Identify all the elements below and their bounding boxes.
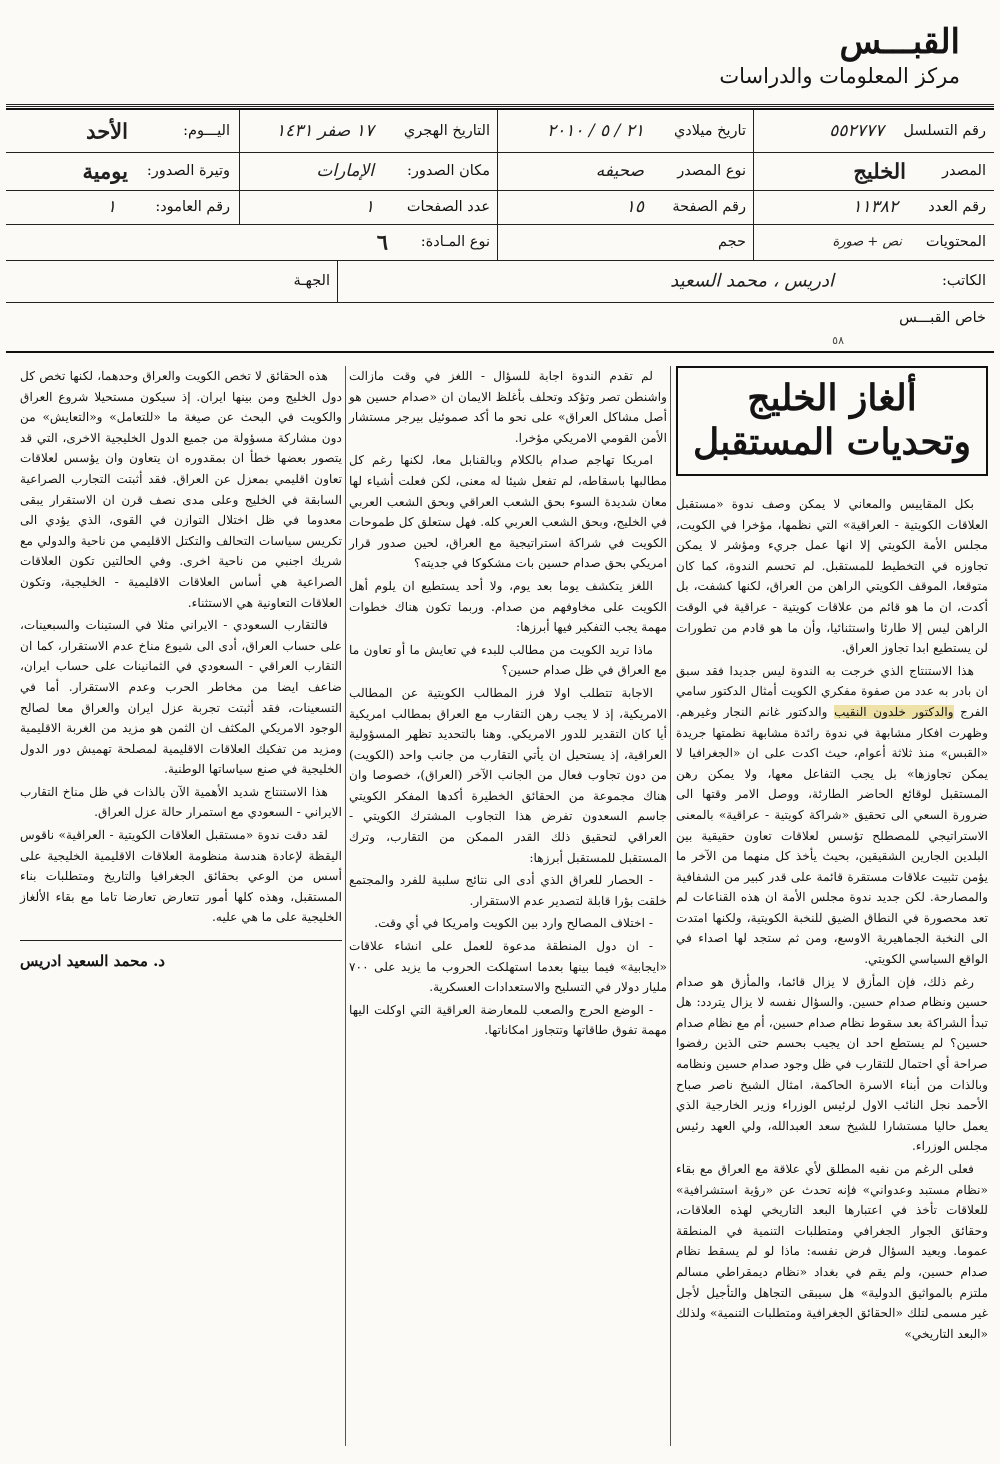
serial-value: ٥٥٢٧٧٧ bbox=[829, 121, 884, 141]
issue-label: رقم العدد bbox=[928, 199, 986, 215]
article-paragraph: - الحصار للعراق الذي أدى الى نتائج سلبية للفرد والمجتمع خلقت بؤرا قابلة لتصدير عدم الاستقرار. bbox=[349, 873, 667, 908]
article-title-box bbox=[676, 366, 988, 476]
column-3-body bbox=[20, 366, 342, 928]
article-paragraph: لم تقدم الندوة اجابة للسؤال - اللغز في وقت مازالت واشنطن تصر وتؤكد وتحلف بأغلظ الايمان ان «صدام حسين هو أصل مشاكل العراق» على نحو ما أكد صموئيل بيرجر مستشار الأمن القومي الامريكي مؤخرا. bbox=[349, 369, 667, 445]
page-number-value: ١٥ bbox=[625, 197, 644, 217]
column-2-body bbox=[349, 366, 667, 1041]
column-number-value: ١ bbox=[106, 197, 116, 217]
article-paragraph: فالتقارب السعودي - الايراني مثلا في الستينات والسبعينات، على حساب العراق، أدى الى شيوع مناخ عدم الاستقرار، كما ان التقارب العراقي - السعودي في الثمانينات على حساب ايران، ضاعف ايضا من مخاطر الحرب وعدم الاستقرار. أما في التسعينات، فقد أثبتت تجربة عزل ايران والعراق معا لصالح الوجود الامريكي المكثف ان الثمن هو مزيد من الغربة الاقليمية ومزيد من تفكيك العلاقات الاقليمية لمصلحة تهميش دور الدول الخليجية في صنع سياساتها الوطنية. bbox=[20, 618, 342, 777]
gregorian-label: تاريخ ميلادي bbox=[673, 123, 746, 139]
form-row-special bbox=[6, 302, 994, 351]
party-label: الجهـة bbox=[293, 273, 330, 289]
article-paragraph: هذا الاستنتاج الذي خرجت به الندوة ليس جديدا فقد سبق ان بادر به عدد من صفوة مفكري الكويت أمثال الدكتور سامي الفرج والدكتور خلدون النقيب والدكتور غانم النجار وغيرهم. وظهرت افكار مشابهة في ندوة رائدة مشابهة نظمتها جريدة «القبس» منذ ثلاثة أعوام، حيث اكدت على ان «الجغرافيا لا يمكن تجاوزها» بل يجب التفاعل معها، ولا يمكن رهن المستقبل لوقائع الحاضر الطارئة، ووصل الامر وقتها الى ضرورة السعي الى تحقيق «شراكة كويتية - عراقية» بالمعنى الاستراتيجي للمصطلح تؤسس لعلاقات تعاون حقيقية بين البلدين الجارين الشقيقين، بحيث يأخذ كل منهما من الآخر ما يؤمن تثبيت علاقات مستقرة قائمة على قدر كبير من الشفافية والمصارحة. لكن جديد ندوة مجلس الأمة ان هذه القناعات لم تعد محصورة في النطاق الضيق للنخبة الكويتية، ولكنها امتدت الى النخبة الجماهيرية الاوسع، ومن ثم ستجد لها اصداء في الواقع السياسي الكويتي. bbox=[676, 663, 989, 967]
size-label: حجم bbox=[718, 234, 746, 250]
letterhead-name: القبـــس bbox=[839, 22, 960, 62]
letterhead-subtitle: مركز المعلومات والدراسات bbox=[719, 64, 960, 88]
column-divider bbox=[670, 366, 671, 1446]
pages-count-cell bbox=[239, 190, 498, 224]
archive-metadata-form bbox=[6, 108, 994, 353]
frequency-cell bbox=[6, 152, 240, 190]
place-label: مكان الصدور: bbox=[407, 163, 490, 179]
content-value: نص + صورة bbox=[832, 234, 902, 250]
column-number-cell bbox=[6, 190, 240, 224]
article-column-1 bbox=[676, 366, 988, 1346]
article-paragraph: هذه الحقائق لا تخص الكويت والعراق وحدهما، لكنها تخص كل دول الخليج ومن بينها ايران. إذ سيكون مستحيلا شروع العراق والكويت في البحث عن صيغة ما «للتعامل» و«التعايش» من دون مشاركة مسؤولة من جميع الدول الخليجية الاخرى، التي قد يتصور بعضها خطأ ان بمقدوره ان يتعاون وان يؤسس لعلاقات تعاون اقليمي بمعزل عن العراق. فقد أثبتت التجارب الصراعية السابقة في الخليج وعلى مدى نصف قرن ان الاستقرار يبقى معدوما في ظل اختلال التوازن في القوى، الذي يؤدي الى تكريس سياسات التحالف والتكتل الاقليمي من ناحية والدولي مع شريك اجنبي من ناحية اخرى. وفي الحالتين تكون العلاقات الصراعية هي أساس العلاقات الاقليمية - الخليجية، وتكون العلاقات التعاونية هي الاستثناء. bbox=[20, 369, 342, 610]
article-paragraph: رغم ذلك، فإن المأزق لا يزال قائما، والمأزق هو صدام حسين ونظام صدام حسين. والسؤال نفسه لا يزال يتردد: هل تبدأ الشراكة بعد سقوط نظام صدام حسين، أم مع نظام صدام حسين؟ لم يستطع احد ان يجيب بحسم حتى الذين رفضوا صراحة أي احتمال للتقارب في ظل وجود صدام حسين ونظامه وبالذات من أبناء الاسرة الحاكمة، امثال الشيخ ناصر صباح الأحمد نجل النائب الاول لرئيس الوزراء وزير الخارجية الذي يعمل حاليا مستشارا للشيخ سعد العبدالله، ولي العهد رئيس مجلس الوزراء. bbox=[676, 974, 988, 1154]
day-label: اليـــوم: bbox=[183, 123, 230, 139]
hijri-cell bbox=[239, 110, 498, 152]
frequency-label: وتيرة الصدور: bbox=[146, 163, 230, 179]
stamp-number: ٥٨ bbox=[832, 334, 844, 347]
article-paragraph: امريكا تهاجم صدام بالكلام وبالقنابل معا، لكنها رغم كل مطالبها باسقاطه، لم تفعل شيئا له معنى، لكن فعلت أشياء لها معان شديدة السوء بحق الشعب العراقي وبحق الشعب العربي في الخليج، وبحق الشعب العربي كله. فهل ستعلق كل طموحات الكويت في شراكة استراتيجية مع العراق، لحين صدور قرار امريكي بحق صدام حسين بات مشكوكا في جديته؟ bbox=[349, 453, 667, 571]
article-paragraph: بكل المقاييس والمعاني لا يمكن وصف ندوة «مستقبل العلاقات الكويتية - العراقية» التي نظمها، مؤخرا في الكويت، مجلس الأمة الكويتي إلا انها عمل جريء ومؤشر لا يمكن تجاوزه في التخطيط للمستقبل. لم تحسم الندوة، كما كان متوقعا، الموقف الكويتي الراهن من العراق، لكنها كشفت، بل أكدت، ان ما هو قائم من علاقات كويتية - عراقية في الوقت الراهن ليس إلا طارئا واستثنائيا، وأن ما هو قادم من تطورات لن يستطيع ابدا تجاوز العراق. bbox=[676, 497, 988, 656]
source-value: الخليج bbox=[853, 158, 906, 184]
place-cell bbox=[239, 152, 498, 190]
issue-cell bbox=[753, 190, 994, 224]
serial-label: رقم التسلسل bbox=[903, 123, 986, 139]
article-paragraph: فعلى الرغم من نفيه المطلق لأي علاقة مع العراق مع بقاء «نظام مستبد وعدواني» فإنه تحدث عن «رؤية استشرافية» للعلاقات تأخذ في اعتبارها البعد التاريخي لهذه العلاقات، وحقائق الجوار الجغرافي ومتطلبات التنمية في المنطقة عموما. ويعيد السؤال فرض نفسه: ماذا لو لم يسقط نظام صدام حسين، ولم يقم في بغداد «نظام ديمقراطي مسالم ملتزم بالمواثيق الدولية» هل سيبقى التجاهل والتأجيل لأجل غير مسمى لتلك «الحقائق الجغرافية ومتطلبات التنمية» ولذلك «البعد التاريخي» bbox=[676, 1162, 988, 1341]
source-label: المصدر bbox=[941, 163, 986, 179]
article-column-2 bbox=[349, 366, 667, 1043]
serial-cell bbox=[753, 110, 994, 152]
article-paragraph: هذا الاستنتاج شديد الأهمية الآن بالذات في ظل مناخ التقارب الايراني - السعودي مع استمرار حالة عزل العراق. bbox=[20, 784, 342, 820]
content-label: المحتويات bbox=[925, 234, 986, 250]
issue-value: ١١٣٨٢ bbox=[852, 197, 898, 217]
content-cell bbox=[753, 224, 994, 260]
form-row-author bbox=[6, 260, 994, 303]
pages-count-value: ١ bbox=[364, 197, 374, 217]
article-column-3 bbox=[20, 366, 342, 972]
day-value: الأحد bbox=[86, 118, 128, 144]
letterhead-rule bbox=[6, 104, 994, 107]
source-type-value: صحيفه bbox=[595, 161, 644, 181]
form-row-issue bbox=[6, 190, 994, 225]
frequency-value: يومية bbox=[82, 158, 128, 184]
special-label: خاص القبـــس bbox=[899, 309, 986, 326]
gregorian-cell bbox=[497, 110, 754, 152]
day-cell bbox=[6, 110, 240, 152]
article-title-line-1: ألغاز الخليج bbox=[747, 377, 917, 419]
form-row-serial bbox=[6, 110, 994, 153]
party-cell bbox=[6, 260, 338, 302]
hijri-value: ١٧ صفر ١٤٣١ bbox=[275, 121, 374, 141]
page-number-label: رقم الصفحة bbox=[672, 199, 746, 215]
article-paragraph: لقد دقت ندوة «مستقبل العلاقات الكويتية - العراقية» ناقوس اليقظة لإعادة هندسة منظومة العلاقات الاقليمية الخليجية على أسس من الوعي بحقائق الجغرافيا والتاريخ ومتطلبات بناء المستقبل، وهذه كلها أمور تتعارض تعارضا تاما مع بقاء الألغاز الخليجية على ما هي عليه. bbox=[20, 828, 342, 925]
author-cell bbox=[337, 260, 994, 302]
column-divider bbox=[345, 366, 346, 1446]
form-row-content bbox=[6, 224, 994, 261]
letterhead bbox=[719, 22, 960, 88]
form-row-source bbox=[6, 152, 994, 191]
source-type-label: نوع المصدر bbox=[677, 163, 746, 179]
author-label: الكاتب: bbox=[941, 273, 986, 289]
column-number-label: رقم العامود: bbox=[155, 199, 230, 215]
author-signature: د. محمد السعيد ادريس bbox=[20, 940, 342, 972]
size-cell bbox=[497, 224, 754, 260]
source-type-cell bbox=[497, 152, 754, 190]
material-value: ٦ bbox=[376, 229, 388, 255]
column-1-body bbox=[676, 494, 988, 1344]
article-paragraph: - اختلاف المصالح وارد بين الكويت وامريكا في أي وقت. bbox=[374, 916, 653, 931]
article-paragraph: - الوضع الحرج والصعب للمعارضة العراقية التي اوكلت اليها مهمة تفوق طاقاتها وتتجاوز امكاناتها. bbox=[349, 1002, 667, 1038]
gregorian-value: ٢١ / ٥ / ٢٠١٠ bbox=[546, 121, 644, 141]
article-paragraph: ماذا تريد الكويت من مطالب للبدء في تعايش ما أو تعاون ما مع العراق في ظل صدام حسين؟ bbox=[349, 642, 667, 678]
hijri-label: التاريخ الهجري bbox=[403, 123, 490, 139]
highlighted-text: والدكتور خلدون النقيب bbox=[834, 704, 954, 719]
article-paragraph: - ان دول المنطقة مدعوة للعمل على انشاء علاقات «ايجابية» فيما بينها بعدما استهلكت الحروب ما يزيد على ٧٠٠ مليار دولار في التسليح والاستعدادات العسكرية. bbox=[349, 939, 667, 995]
article-title-line-2: وتحديات المستقبل bbox=[692, 421, 972, 463]
place-value: الإمارات bbox=[316, 161, 374, 181]
article-paragraph: الاجابة تتطلب اولا فرز المطالب الكويتية عن المطالب الامريكية، إذ لا يجب رهن التقارب مع العراق بمطالب امريكية أيا كان التقدير للدور الامريكي. وهنا بالتحديد تظهر المسؤولية العراقية، إذ يستحيل ان يأتي التقارب من جانب واحد (الكويت) من دون تجاوب فعال من الجانب الآخر (العراق)، خصوصا وان هناك مجموعة من الحقائق الخطيرة أكدها المفكر الكويتي جاسم السعدون تفرض هذا التجاوب المشترك الكويتي - العراقي لتحقيق ذلك القدر الممكن من التقارب، وترك المستقبل للمستقبل أبرزها: bbox=[349, 685, 667, 865]
pages-count-label: عدد الصفحات bbox=[406, 199, 490, 215]
author-value: ادريس ، محمد السعيد bbox=[670, 270, 834, 292]
material-cell bbox=[6, 224, 498, 260]
article-paragraph: اللغز يتكشف يوما بعد يوم، ولا أحد يستطيع ان يلوم أهل الكويت على مخاوفهم من صدام. وربما تكون هناك خطوات مهمة يجب التفكير فيها أبرزها: bbox=[349, 578, 667, 635]
material-label: نوع المـادة: bbox=[420, 234, 490, 250]
page-number-cell bbox=[497, 190, 754, 224]
source-cell bbox=[753, 152, 994, 190]
